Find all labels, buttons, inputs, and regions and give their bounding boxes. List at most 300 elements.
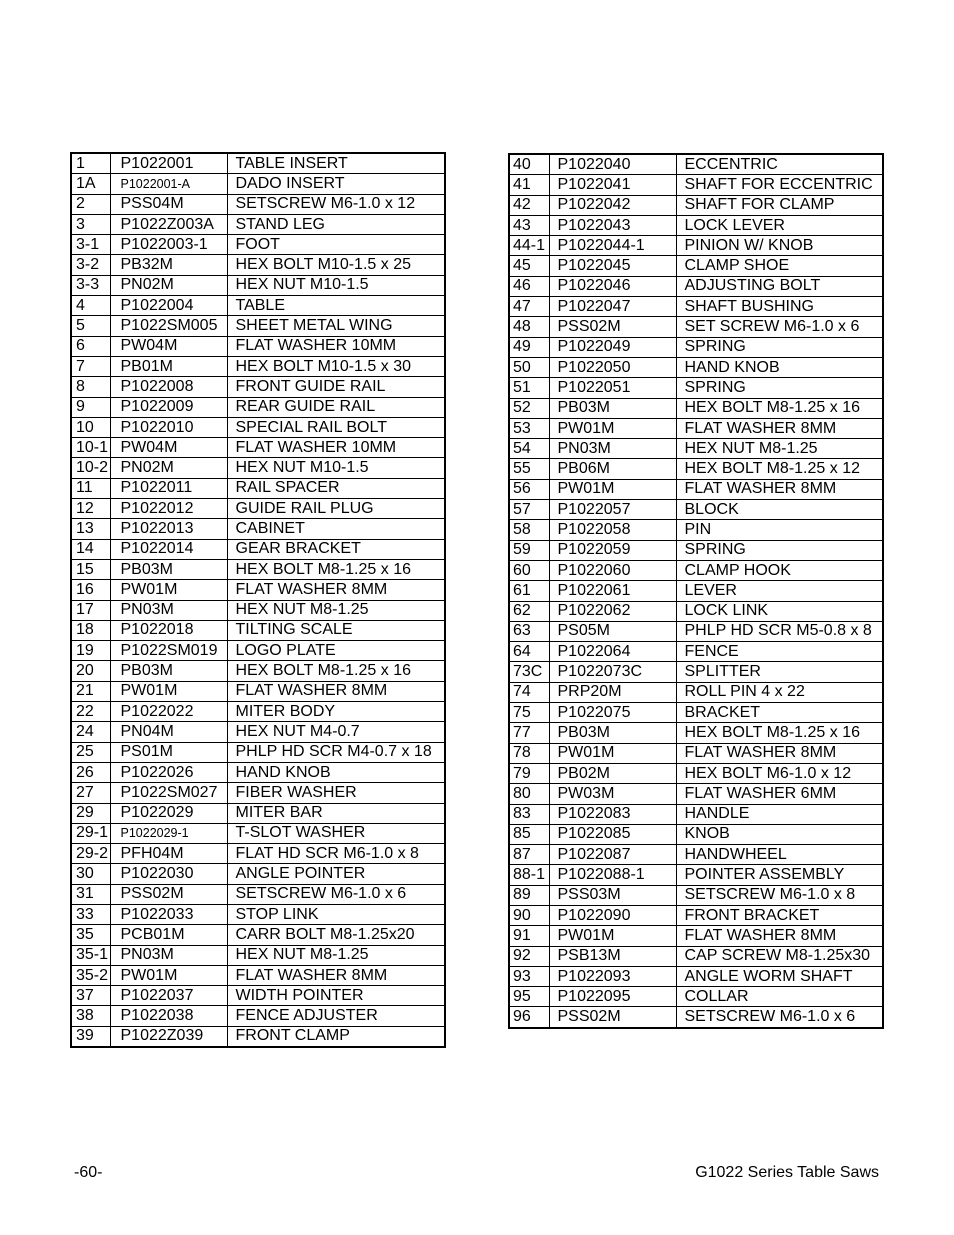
- table-row: [509, 459, 883, 479]
- part-number-cell: P1022073C: [549, 662, 676, 682]
- ref-number-cell: 14: [71, 539, 110, 559]
- part-number-cell: PB02M: [549, 763, 676, 783]
- table-row: [509, 479, 883, 499]
- ref-number-cell: 26: [71, 762, 110, 782]
- table-row: [509, 398, 883, 418]
- table-row: [71, 275, 445, 295]
- part-number-cell: PN03M: [110, 945, 227, 965]
- ref-number-cell: 53: [509, 418, 549, 438]
- table-row: [509, 824, 883, 844]
- ref-number-cell: 47: [509, 297, 549, 317]
- table-row: [71, 194, 445, 214]
- table-row: [71, 316, 445, 336]
- table-row: [71, 620, 445, 640]
- part-number-cell: P1022004: [110, 296, 227, 316]
- table-row: [509, 154, 883, 175]
- ref-number-cell: 46: [509, 276, 549, 296]
- part-number-cell: PW01M: [549, 743, 676, 763]
- table-row: [71, 884, 445, 904]
- table-row: [509, 987, 883, 1007]
- part-number-cell: PW01M: [549, 926, 676, 946]
- table-row: [71, 823, 445, 843]
- table-row: [71, 336, 445, 356]
- ref-number-cell: 60: [509, 560, 549, 580]
- table-row: [509, 926, 883, 946]
- description-cell: CLAMP SHOE: [676, 256, 883, 276]
- table-row: [509, 540, 883, 560]
- description-cell: HEX BOLT M10-1.5 x 30: [227, 356, 445, 376]
- part-number-cell: PB03M: [549, 723, 676, 743]
- part-number-cell: P1022090: [549, 905, 676, 925]
- description-cell: BRACKET: [676, 703, 883, 723]
- ref-number-cell: 29: [71, 803, 110, 823]
- ref-number-cell: 92: [509, 946, 549, 966]
- table-row: [509, 621, 883, 641]
- ref-number-cell: 3-3: [71, 275, 110, 295]
- table-row: [509, 175, 883, 195]
- table-row: [509, 784, 883, 804]
- description-cell: HEX BOLT M6-1.0 x 12: [676, 763, 883, 783]
- part-number-cell: P1022022: [110, 702, 227, 722]
- description-cell: HEX BOLT M8-1.25 x 16: [676, 723, 883, 743]
- part-number-cell: PRP20M: [549, 682, 676, 702]
- description-cell: CLAMP HOOK: [676, 560, 883, 580]
- table-row: [71, 255, 445, 275]
- ref-number-cell: 35-1: [71, 945, 110, 965]
- table-row: [71, 803, 445, 823]
- ref-number-cell: 29-1: [71, 823, 110, 843]
- ref-number-cell: 3: [71, 214, 110, 234]
- description-cell: MITER BODY: [227, 702, 445, 722]
- part-number-cell: P1022051: [549, 378, 676, 398]
- part-number-cell: PW01M: [110, 580, 227, 600]
- table-row: [71, 844, 445, 864]
- part-number-cell: PW04M: [110, 336, 227, 356]
- table-row: [509, 865, 883, 885]
- part-number-cell: PCB01M: [110, 925, 227, 945]
- table-row: [71, 458, 445, 478]
- description-cell: GEAR BRACKET: [227, 539, 445, 559]
- part-number-cell: P1022064: [549, 642, 676, 662]
- part-number-cell: PW03M: [549, 784, 676, 804]
- part-number-cell: PB06M: [549, 459, 676, 479]
- description-cell: ECCENTRIC: [676, 154, 883, 175]
- description-cell: HAND KNOB: [676, 357, 883, 377]
- table-row: [71, 417, 445, 437]
- table-row: [509, 601, 883, 621]
- ref-number-cell: 41: [509, 175, 549, 195]
- ref-number-cell: 74: [509, 682, 549, 702]
- part-number-cell: PN03M: [549, 439, 676, 459]
- table-row: [509, 763, 883, 783]
- description-cell: HAND KNOB: [227, 762, 445, 782]
- part-number-cell: P1022061: [549, 581, 676, 601]
- table-row: [71, 296, 445, 316]
- ref-number-cell: 38: [71, 1006, 110, 1026]
- description-cell: SHEET METAL WING: [227, 316, 445, 336]
- part-number-cell: PW01M: [110, 965, 227, 985]
- part-number-cell: P1022038: [110, 1006, 227, 1026]
- description-cell: FLAT WASHER 8MM: [676, 479, 883, 499]
- description-cell: TILTING SCALE: [227, 620, 445, 640]
- part-number-cell: P1022057: [549, 500, 676, 520]
- ref-number-cell: 42: [509, 195, 549, 215]
- table-row: [509, 276, 883, 296]
- ref-number-cell: 10-1: [71, 438, 110, 458]
- ref-number-cell: 95: [509, 987, 549, 1007]
- description-cell: GUIDE RAIL PLUG: [227, 499, 445, 519]
- description-cell: WIDTH POINTER: [227, 986, 445, 1006]
- description-cell: STOP LINK: [227, 904, 445, 924]
- part-number-cell: PB03M: [110, 661, 227, 681]
- description-cell: FLAT WASHER 8MM: [227, 681, 445, 701]
- ref-number-cell: 5: [71, 316, 110, 336]
- description-cell: FRONT BRACKET: [676, 905, 883, 925]
- parts-table-left-body: [71, 153, 445, 1047]
- part-number-cell: P1022SM027: [110, 783, 227, 803]
- table-row: [71, 174, 445, 194]
- table-row: [509, 337, 883, 357]
- description-cell: SETSCREW M6-1.0 x 6: [227, 884, 445, 904]
- description-cell: FOOT: [227, 235, 445, 255]
- description-cell: LOGO PLATE: [227, 641, 445, 661]
- part-number-cell: P1022088-1: [549, 865, 676, 885]
- table-row: [509, 581, 883, 601]
- ref-number-cell: 59: [509, 540, 549, 560]
- ref-number-cell: 79: [509, 763, 549, 783]
- ref-number-cell: 13: [71, 519, 110, 539]
- ref-number-cell: 9: [71, 397, 110, 417]
- table-row: [509, 662, 883, 682]
- description-cell: DADO INSERT: [227, 174, 445, 194]
- table-row: [509, 256, 883, 276]
- table-row: [509, 560, 883, 580]
- description-cell: POINTER ASSEMBLY: [676, 865, 883, 885]
- part-number-cell: P1022014: [110, 539, 227, 559]
- description-cell: KNOB: [676, 824, 883, 844]
- table-row: [71, 681, 445, 701]
- table-row: [71, 641, 445, 661]
- description-cell: SPRING: [676, 337, 883, 357]
- ref-number-cell: 33: [71, 904, 110, 924]
- ref-number-cell: 22: [71, 702, 110, 722]
- description-cell: STAND LEG: [227, 214, 445, 234]
- part-number-cell: PW04M: [110, 438, 227, 458]
- table-row: [71, 986, 445, 1006]
- table-row: [71, 499, 445, 519]
- description-cell: RAIL SPACER: [227, 478, 445, 498]
- part-number-cell: P1022041: [549, 175, 676, 195]
- table-row: [509, 845, 883, 865]
- part-number-cell: PN02M: [110, 458, 227, 478]
- part-number-cell: PW01M: [549, 479, 676, 499]
- description-cell: HANDWHEEL: [676, 845, 883, 865]
- description-cell: FLAT HD SCR M6-1.0 x 8: [227, 844, 445, 864]
- part-number-cell: P1022059: [549, 540, 676, 560]
- table-row: [509, 215, 883, 235]
- table-row: [71, 356, 445, 376]
- page-number: -60-: [74, 1164, 103, 1181]
- part-number-cell: P1022Z003A: [110, 214, 227, 234]
- ref-number-cell: 19: [71, 641, 110, 661]
- part-number-cell: PSS02M: [549, 1007, 676, 1028]
- description-cell: HEX BOLT M8-1.25 x 16: [676, 398, 883, 418]
- ref-number-cell: 61: [509, 581, 549, 601]
- ref-number-cell: 4: [71, 296, 110, 316]
- description-cell: SPRING: [676, 378, 883, 398]
- ref-number-cell: 3-2: [71, 255, 110, 275]
- description-cell: FIBER WASHER: [227, 783, 445, 803]
- table-row: [71, 965, 445, 985]
- description-cell: HEX NUT M10-1.5: [227, 275, 445, 295]
- table-row: [71, 661, 445, 681]
- part-number-cell: P1022018: [110, 620, 227, 640]
- description-cell: HEX NUT M4-0.7: [227, 722, 445, 742]
- table-row: [509, 885, 883, 905]
- description-cell: HEX NUT M10-1.5: [227, 458, 445, 478]
- part-number-cell: P1022010: [110, 417, 227, 437]
- ref-number-cell: 93: [509, 966, 549, 986]
- part-number-cell: P1022093: [549, 966, 676, 986]
- ref-number-cell: 57: [509, 500, 549, 520]
- table-row: [71, 478, 445, 498]
- ref-number-cell: 73C: [509, 662, 549, 682]
- table-row: [71, 864, 445, 884]
- part-number-cell: P1022033: [110, 904, 227, 924]
- part-number-cell: P1022095: [549, 987, 676, 1007]
- ref-number-cell: 8: [71, 377, 110, 397]
- part-number-cell: P1022045: [549, 256, 676, 276]
- table-row: [509, 195, 883, 215]
- part-number-cell: PSS03M: [549, 885, 676, 905]
- table-row: [71, 1026, 445, 1047]
- part-number-cell: P1022029: [110, 803, 227, 823]
- description-cell: FLAT WASHER 8MM: [227, 965, 445, 985]
- part-number-cell: P1022085: [549, 824, 676, 844]
- ref-number-cell: 49: [509, 337, 549, 357]
- description-cell: SPRING: [676, 540, 883, 560]
- description-cell: CAP SCREW M8-1.25x30: [676, 946, 883, 966]
- table-row: [509, 357, 883, 377]
- part-number-cell: P1022030: [110, 864, 227, 884]
- table-row: [71, 925, 445, 945]
- part-number-cell: P1022026: [110, 762, 227, 782]
- description-cell: HEX NUT M8-1.25: [227, 945, 445, 965]
- ref-number-cell: 29-2: [71, 844, 110, 864]
- document-title: G1022 Series Table Saws: [695, 1164, 879, 1181]
- description-cell: SETSCREW M6-1.0 x 6: [676, 1007, 883, 1028]
- ref-number-cell: 56: [509, 479, 549, 499]
- ref-number-cell: 78: [509, 743, 549, 763]
- ref-number-cell: 16: [71, 580, 110, 600]
- description-cell: FRONT CLAMP: [227, 1026, 445, 1047]
- description-cell: HEX BOLT M8-1.25 x 16: [227, 559, 445, 579]
- part-number-cell: P1022083: [549, 804, 676, 824]
- ref-number-cell: 7: [71, 356, 110, 376]
- ref-number-cell: 77: [509, 723, 549, 743]
- ref-number-cell: 35-2: [71, 965, 110, 985]
- part-number-cell: PW01M: [110, 681, 227, 701]
- description-cell: FLAT WASHER 6MM: [676, 784, 883, 804]
- part-number-cell: P1022047: [549, 297, 676, 317]
- ref-number-cell: 91: [509, 926, 549, 946]
- table-row: [509, 966, 883, 986]
- table-row: [71, 783, 445, 803]
- ref-number-cell: 51: [509, 378, 549, 398]
- description-cell: HEX BOLT M8-1.25 x 12: [676, 459, 883, 479]
- ref-number-cell: 63: [509, 621, 549, 641]
- ref-number-cell: 12: [71, 499, 110, 519]
- description-cell: LOCK LEVER: [676, 215, 883, 235]
- table-row: [509, 236, 883, 256]
- description-cell: PINION W/ KNOB: [676, 236, 883, 256]
- part-number-cell: P1022043: [549, 215, 676, 235]
- description-cell: PHLP HD SCR M5-0.8 x 8: [676, 621, 883, 641]
- table-row: [509, 703, 883, 723]
- table-row: [71, 438, 445, 458]
- description-cell: ROLL PIN 4 x 22: [676, 682, 883, 702]
- ref-number-cell: 21: [71, 681, 110, 701]
- description-cell: PHLP HD SCR M4-0.7 x 18: [227, 742, 445, 762]
- ref-number-cell: 62: [509, 601, 549, 621]
- ref-number-cell: 39: [71, 1026, 110, 1047]
- ref-number-cell: 90: [509, 905, 549, 925]
- description-cell: SETSCREW M6-1.0 x 8: [676, 885, 883, 905]
- description-cell: ADJUSTING BOLT: [676, 276, 883, 296]
- table-row: [71, 153, 445, 174]
- ref-number-cell: 17: [71, 600, 110, 620]
- part-number-cell: PS05M: [549, 621, 676, 641]
- ref-number-cell: 55: [509, 459, 549, 479]
- table-row: [509, 804, 883, 824]
- part-number-cell: P1022003-1: [110, 235, 227, 255]
- description-cell: HANDLE: [676, 804, 883, 824]
- description-cell: FLAT WASHER 8MM: [676, 743, 883, 763]
- ref-number-cell: 80: [509, 784, 549, 804]
- description-cell: SET SCREW M6-1.0 x 6: [676, 317, 883, 337]
- table-row: [71, 235, 445, 255]
- ref-number-cell: 18: [71, 620, 110, 640]
- part-number-cell: P1022040: [549, 154, 676, 175]
- part-number-cell: PSS02M: [549, 317, 676, 337]
- ref-number-cell: 96: [509, 1007, 549, 1028]
- parts-table-right-body: [509, 154, 883, 1028]
- ref-number-cell: 3-1: [71, 235, 110, 255]
- ref-number-cell: 52: [509, 398, 549, 418]
- description-cell: SPECIAL RAIL BOLT: [227, 417, 445, 437]
- table-row: [71, 702, 445, 722]
- part-number-cell: PN02M: [110, 275, 227, 295]
- table-row: [509, 439, 883, 459]
- description-cell: BLOCK: [676, 500, 883, 520]
- ref-number-cell: 25: [71, 742, 110, 762]
- part-number-cell: P1022050: [549, 357, 676, 377]
- description-cell: HEX BOLT M10-1.5 x 25: [227, 255, 445, 275]
- description-cell: COLLAR: [676, 987, 883, 1007]
- table-row: [71, 397, 445, 417]
- ref-number-cell: 11: [71, 478, 110, 498]
- ref-number-cell: 40: [509, 154, 549, 175]
- table-row: [509, 723, 883, 743]
- ref-number-cell: 20: [71, 661, 110, 681]
- part-number-cell: P1022046: [549, 276, 676, 296]
- ref-number-cell: 83: [509, 804, 549, 824]
- part-number-cell: P1022009: [110, 397, 227, 417]
- description-cell: T-SLOT WASHER: [227, 823, 445, 843]
- part-number-cell: P1022037: [110, 986, 227, 1006]
- description-cell: ANGLE WORM SHAFT: [676, 966, 883, 986]
- description-cell: FLAT WASHER 8MM: [676, 926, 883, 946]
- description-cell: SHAFT FOR CLAMP: [676, 195, 883, 215]
- description-cell: SPLITTER: [676, 662, 883, 682]
- table-row: [71, 762, 445, 782]
- table-row: [71, 945, 445, 965]
- part-number-cell: P1022060: [549, 560, 676, 580]
- table-row: [509, 642, 883, 662]
- ref-number-cell: 30: [71, 864, 110, 884]
- description-cell: HEX NUT M8-1.25: [227, 600, 445, 620]
- ref-number-cell: 45: [509, 256, 549, 276]
- part-number-cell: P1022001: [110, 153, 227, 174]
- part-number-cell: P1022001-A: [110, 174, 227, 194]
- ref-number-cell: 44-1: [509, 236, 549, 256]
- table-row: [71, 742, 445, 762]
- ref-number-cell: 10-2: [71, 458, 110, 478]
- ref-number-cell: 6: [71, 336, 110, 356]
- description-cell: FLAT WASHER 8MM: [676, 418, 883, 438]
- part-number-cell: P1022008: [110, 377, 227, 397]
- part-number-cell: P1022012: [110, 499, 227, 519]
- ref-number-cell: 87: [509, 845, 549, 865]
- part-number-cell: PB03M: [549, 398, 676, 418]
- description-cell: FENCE ADJUSTER: [227, 1006, 445, 1026]
- description-cell: MITER BAR: [227, 803, 445, 823]
- description-cell: HEX NUT M8-1.25: [676, 439, 883, 459]
- ref-number-cell: 43: [509, 215, 549, 235]
- ref-number-cell: 58: [509, 520, 549, 540]
- ref-number-cell: 15: [71, 559, 110, 579]
- ref-number-cell: 1: [71, 153, 110, 174]
- part-number-cell: PN04M: [110, 722, 227, 742]
- description-cell: FLAT WASHER 10MM: [227, 438, 445, 458]
- part-number-cell: P1022058: [549, 520, 676, 540]
- part-number-cell: P1022029-1: [110, 823, 227, 843]
- description-cell: FENCE: [676, 642, 883, 662]
- ref-number-cell: 27: [71, 783, 110, 803]
- table-row: [71, 377, 445, 397]
- description-cell: CARR BOLT M8-1.25x20: [227, 925, 445, 945]
- table-row: [509, 946, 883, 966]
- part-number-cell: PS01M: [110, 742, 227, 762]
- ref-number-cell: 35: [71, 925, 110, 945]
- part-number-cell: P1022013: [110, 519, 227, 539]
- part-number-cell: PB32M: [110, 255, 227, 275]
- description-cell: TABLE INSERT: [227, 153, 445, 174]
- table-row: [71, 722, 445, 742]
- part-number-cell: PFH04M: [110, 844, 227, 864]
- ref-number-cell: 10: [71, 417, 110, 437]
- ref-number-cell: 37: [71, 986, 110, 1006]
- description-cell: REAR GUIDE RAIL: [227, 397, 445, 417]
- ref-number-cell: 85: [509, 824, 549, 844]
- table-row: [509, 297, 883, 317]
- ref-number-cell: 88-1: [509, 865, 549, 885]
- part-number-cell: P1022062: [549, 601, 676, 621]
- part-number-cell: P1022044-1: [549, 236, 676, 256]
- table-row: [509, 743, 883, 763]
- ref-number-cell: 89: [509, 885, 549, 905]
- ref-number-cell: 54: [509, 439, 549, 459]
